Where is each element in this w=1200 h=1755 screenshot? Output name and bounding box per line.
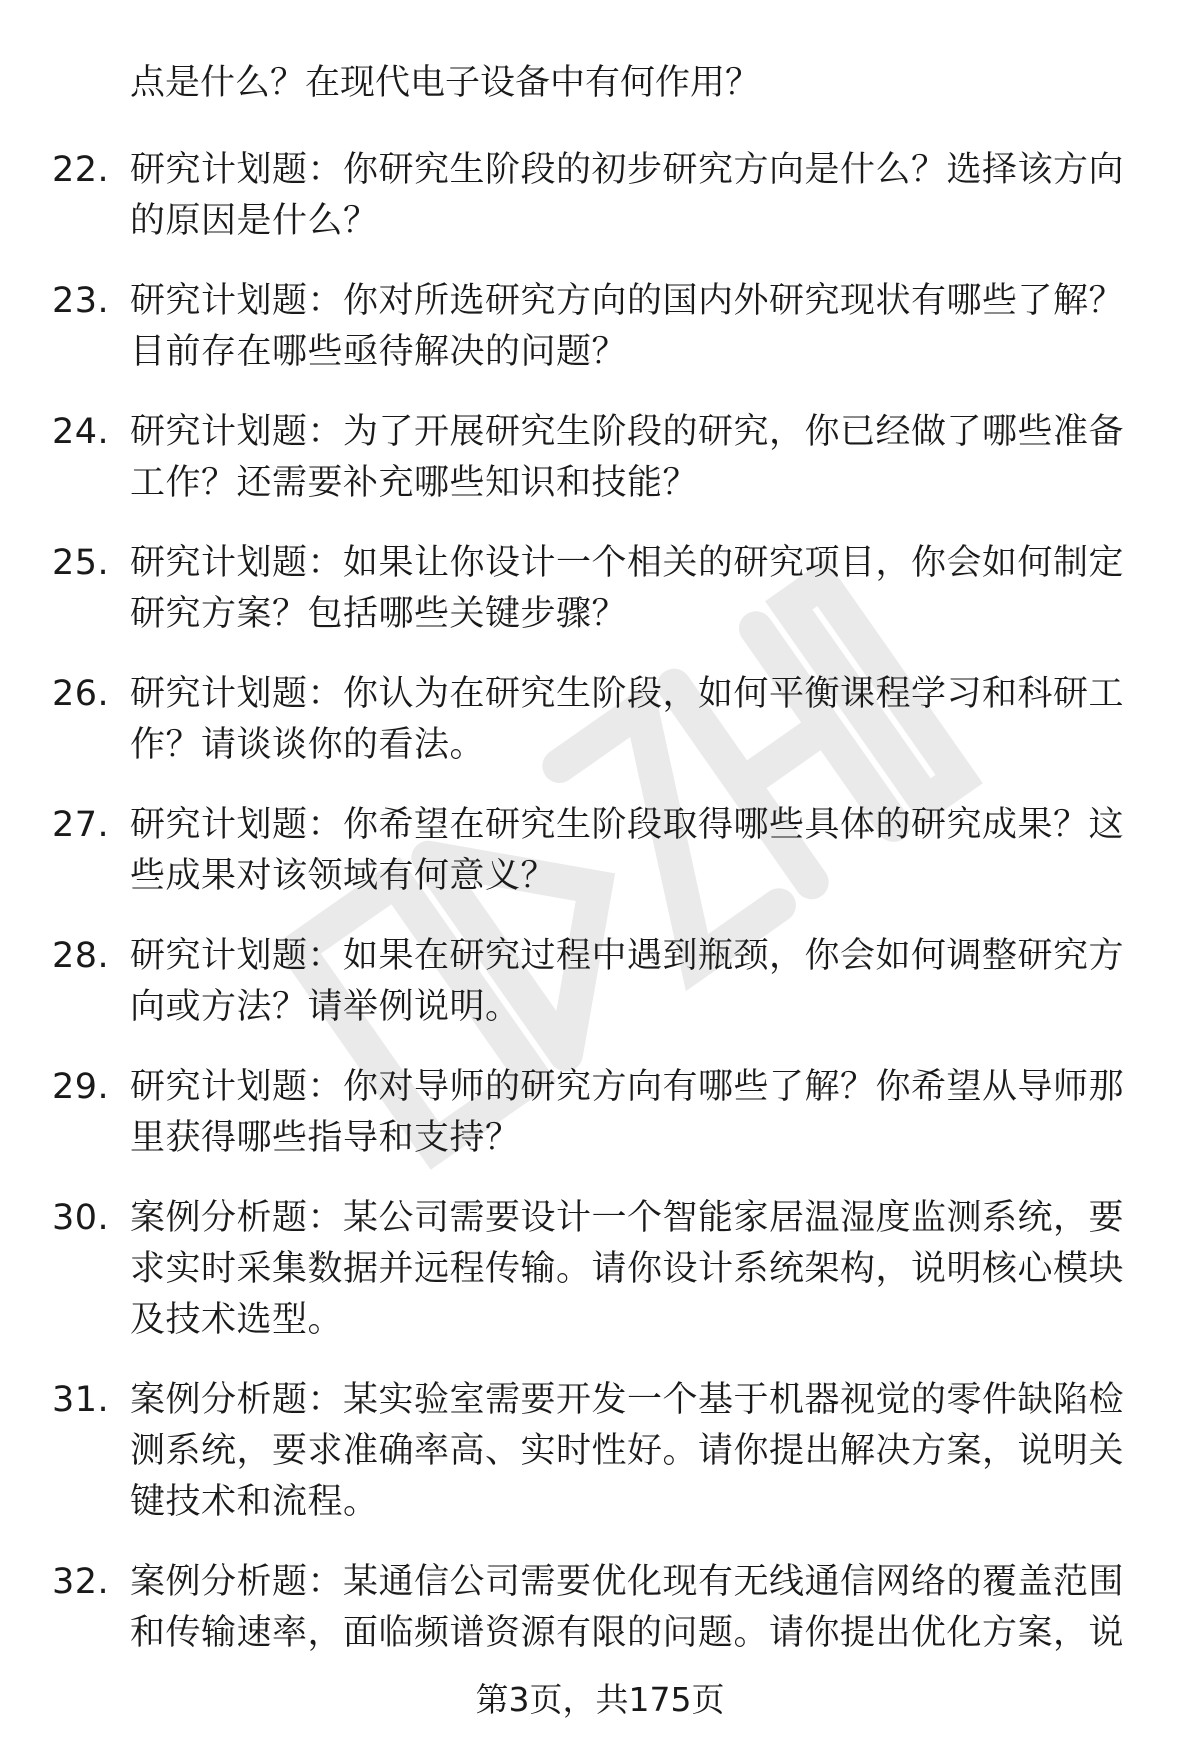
question-text: 研究计划题：如果让你设计一个相关的研究项目，你会如何制定研究方案？包括哪些关键步骤？ (130, 543, 1125, 634)
page-footer: 第3页，共175页 (475, 1680, 725, 1719)
continuation-text: 点是什么？在现代电子设备中有何作用？ (130, 63, 761, 103)
question-list (0, 145, 1200, 1688)
question-number: 22. (52, 150, 110, 190)
question-item (0, 276, 1200, 378)
question-text: 研究计划题：为了开展研究生阶段的研究，你已经做了哪些准备工作？还需要补充哪些知识和技能？ (130, 412, 1125, 503)
question-item (0, 538, 1200, 640)
question-item (0, 1557, 1200, 1659)
question-item (0, 1193, 1200, 1346)
question-item (0, 931, 1200, 1033)
question-text: 研究计划题：你对导师的研究方向有哪些了解？你希望从导师那里获得哪些指导和支持？ (130, 1067, 1125, 1158)
question-text: 研究计划题：你认为在研究生阶段，如何平衡课程学习和科研工作？请谈谈你的看法。 (130, 674, 1125, 765)
question-item (0, 1062, 1200, 1164)
question-number: 31. (52, 1380, 110, 1420)
question-text: 研究计划题：如果在研究过程中遇到瓶颈，你会如何调整研究方向或方法？请举例说明。 (130, 936, 1125, 1027)
question-number: 23. (52, 281, 110, 321)
question-number: 30. (52, 1198, 110, 1238)
question-item (0, 669, 1200, 771)
question-text: 案例分析题：某通信公司需要优化现有无线通信网络的覆盖范围和传输速率，面临频谱资源有限的问题。请你提出优化方案，说 (130, 1562, 1125, 1653)
question-item (0, 1375, 1200, 1528)
question-text: 研究计划题：你对所选研究方向的国内外研究现状有哪些了解？目前存在哪些亟待解决的问题？ (130, 281, 1125, 372)
question-number: 27. (52, 805, 110, 845)
question-item (0, 407, 1200, 509)
question-number: 29. (52, 1067, 110, 1107)
question-number: 24. (52, 412, 110, 452)
question-item (0, 145, 1200, 247)
question-number: 26. (52, 674, 110, 714)
question-item (0, 800, 1200, 902)
question-text: 案例分析题：某公司需要设计一个智能家居温湿度监测系统，要求实时采集数据并远程传输。请你设计系统架构，说明核心模块及技术选型。 (130, 1198, 1125, 1340)
question-text: 案例分析题：某实验室需要开发一个基于机器视觉的零件缺陷检测系统，要求准确率高、实时性好。请你提出解决方案，说明关键技术和流程。 (130, 1380, 1125, 1522)
question-number: 25. (52, 543, 110, 583)
question-number: 28. (52, 936, 110, 976)
question-text: 研究计划题：你希望在研究生阶段取得哪些具体的研究成果？这些成果对该领域有何意义？ (130, 805, 1125, 896)
question-number: 32. (52, 1562, 110, 1602)
question-text: 研究计划题：你研究生阶段的初步研究方向是什么？选择该方向的原因是什么？ (130, 150, 1125, 241)
